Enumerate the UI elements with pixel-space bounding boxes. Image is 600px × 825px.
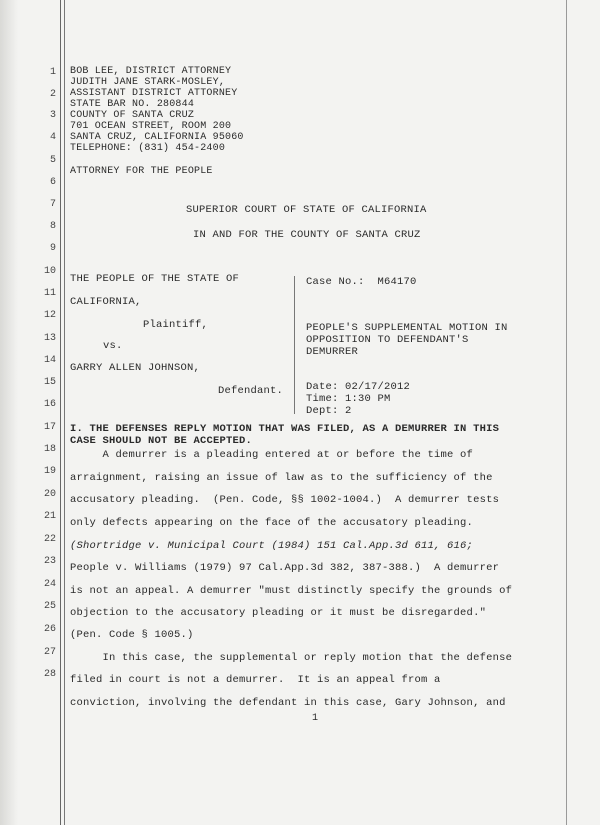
body-line: arraignment, raising an issue of law as to the sufficiency of the	[70, 472, 493, 484]
header-line: COUNTY OF SANTA CRUZ	[70, 110, 195, 121]
header-line: ASSISTANT DISTRICT ATTORNEY	[70, 88, 238, 99]
header-line: BOB LEE, DISTRICT ATTORNEY	[70, 66, 232, 77]
body-line: conviction, involving the defendant in this case, Gary Johnson, and	[70, 697, 506, 709]
line-number: 9	[49, 243, 56, 254]
line-number: 5	[49, 155, 56, 166]
case-number: Case No.: M64170	[306, 276, 417, 288]
party-line: CALIFORNIA,	[70, 296, 142, 308]
line-number: 15	[43, 377, 56, 388]
line-number: 21	[43, 511, 56, 522]
header-line: TELEPHONE: (831) 454-2400	[70, 143, 226, 154]
line-number: 10	[43, 266, 56, 277]
body-line: accusatory pleading. (Pen. Code, §§ 1002-1004.) A demurrer tests	[70, 494, 500, 506]
line-number: 6	[49, 177, 56, 188]
line-number: 11	[43, 288, 56, 299]
line-number: 19	[43, 466, 56, 477]
line-number: 3	[49, 110, 56, 121]
header-line: 701 OCEAN STREET, ROOM 200	[70, 121, 232, 132]
line-number: 28	[43, 669, 56, 680]
body-line: (Shortridge v. Municipal Court (1984) 151 Cal.App.3d 611, 616;	[70, 540, 474, 552]
scan-shadow	[0, 0, 18, 825]
vs-label: vs.	[103, 340, 123, 352]
header-line: JUDITH JANE STARK-MOSLEY,	[70, 77, 226, 88]
line-number: 13	[43, 333, 56, 344]
motion-title: OPPOSITION TO DEFENDANT'S	[306, 334, 469, 346]
line-number: 4	[49, 132, 56, 143]
header-line: STATE BAR NO. 280844	[70, 99, 195, 110]
body-line: objection to the accusatory pleading or it must be disregarded."	[70, 607, 487, 619]
hearing-date: Date: 02/17/2012	[306, 381, 411, 393]
line-number: 22	[43, 534, 56, 545]
section-heading: I. THE DEFENSES REPLY MOTION THAT WAS FILED, AS A DEMURRER IN THIS	[70, 423, 500, 435]
line-number: 18	[43, 444, 56, 455]
caption-bracket	[294, 276, 295, 414]
defendant-label: Defendant.	[218, 385, 284, 397]
body-line: filed in court is not a demurrer. It is an appeal from a	[70, 674, 441, 686]
section-heading: CASE SHOULD NOT BE ACCEPTED.	[70, 435, 253, 447]
line-number: 12	[43, 310, 56, 321]
margin-rule-right	[566, 0, 567, 825]
header-line: SANTA CRUZ, CALIFORNIA 95060	[70, 132, 244, 143]
body-line: only defects appearing on the face of the accusatory pleading.	[70, 517, 474, 529]
line-number: 7	[49, 199, 56, 210]
line-number: 23	[43, 556, 56, 567]
line-number: 24	[43, 579, 56, 590]
court-county: IN AND FOR THE COUNTY OF SANTA CRUZ	[193, 229, 421, 241]
line-number: 25	[43, 601, 56, 612]
plaintiff-label: Plaintiff,	[143, 319, 209, 331]
page-number: 1	[312, 713, 319, 724]
line-number: 1	[49, 67, 56, 78]
court-title: SUPERIOR COURT OF STATE OF CALIFORNIA	[186, 204, 427, 216]
motion-title: PEOPLE'S SUPPLEMENTAL MOTION IN	[306, 322, 508, 334]
line-number: 26	[43, 624, 56, 635]
party-line: THE PEOPLE OF THE STATE OF	[70, 273, 240, 285]
line-number: 20	[43, 489, 56, 500]
line-number: 16	[43, 399, 56, 410]
body-line: A demurrer is a pleading entered at or before the time of	[70, 449, 474, 461]
line-number: 14	[43, 355, 56, 366]
margin-rule-outer	[60, 0, 61, 825]
hearing-time: Time: 1:30 PM	[306, 393, 391, 405]
body-line: People v. Williams (1979) 97 Cal.App.3d 382, 387-388.) A demurrer	[70, 562, 500, 574]
line-number: 2	[49, 89, 56, 100]
line-number: 27	[43, 647, 56, 658]
defendant-name: GARRY ALLEN JOHNSON,	[70, 362, 201, 374]
attorney-for: ATTORNEY FOR THE PEOPLE	[70, 166, 213, 177]
motion-title: DEMURRER	[306, 346, 359, 358]
body-line: In this case, the supplemental or reply motion that the defense	[70, 652, 513, 664]
body-line: (Pen. Code § 1005.)	[70, 629, 194, 641]
line-number: 17	[43, 422, 56, 433]
margin-rule-inner	[64, 0, 65, 825]
line-number: 8	[49, 221, 56, 232]
hearing-dept: Dept: 2	[306, 405, 352, 417]
body-line: is not an appeal. A demurrer "must distinctly specify the grounds of	[70, 585, 513, 597]
